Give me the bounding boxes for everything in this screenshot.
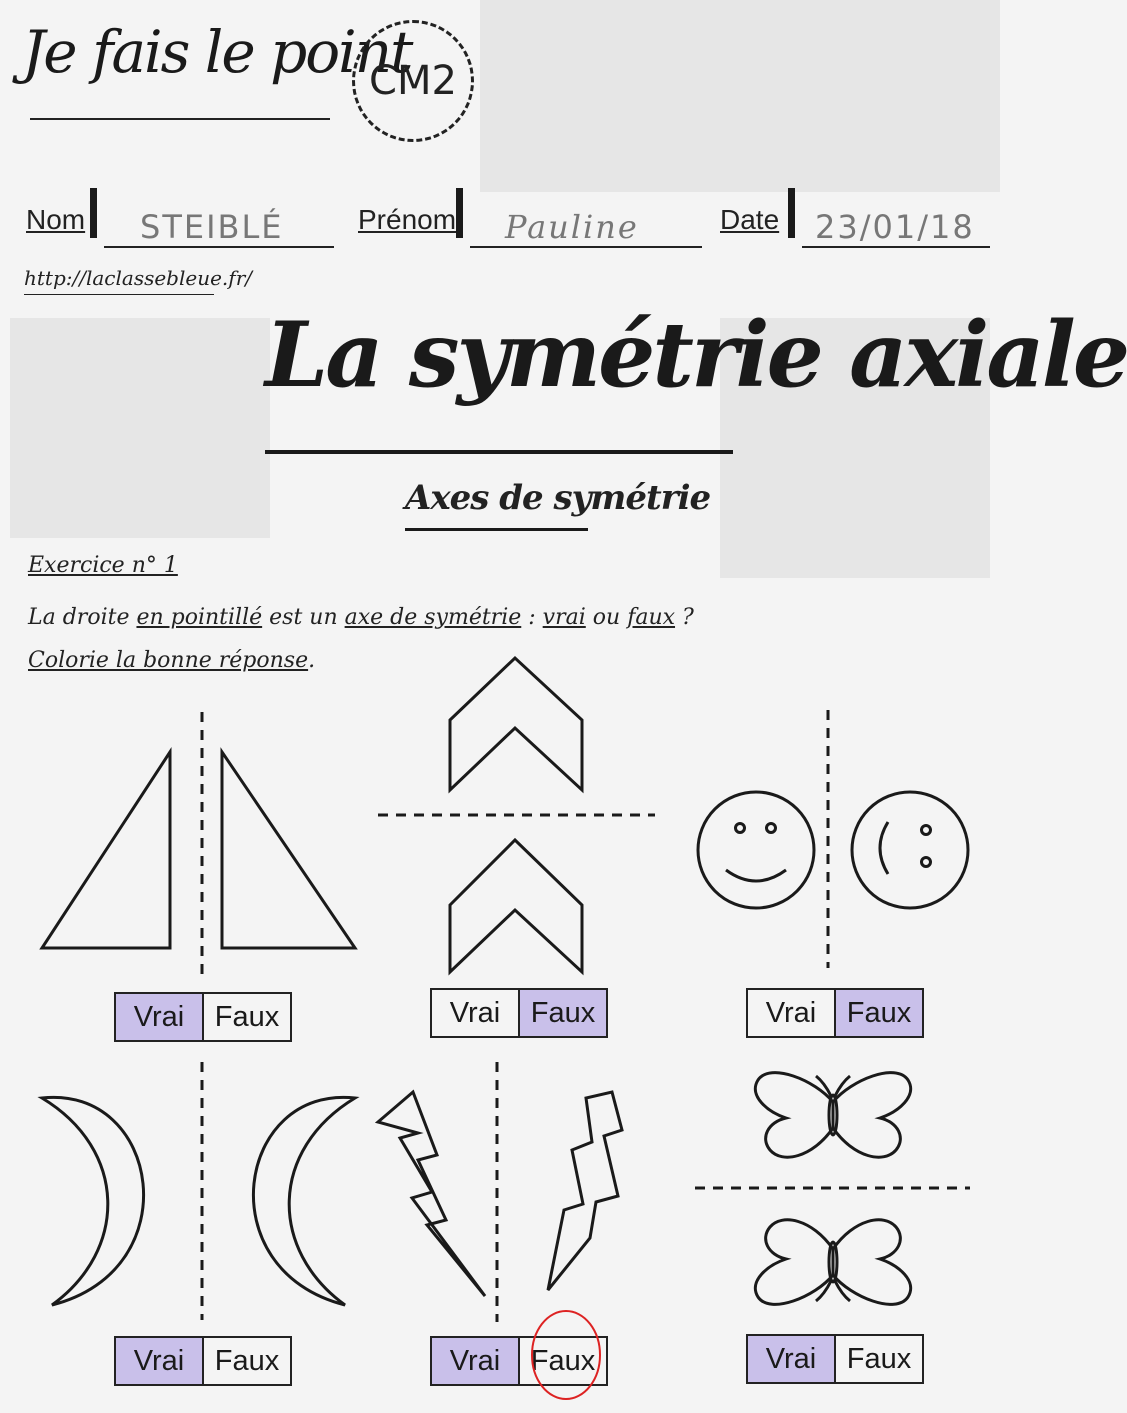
instr-part: est un — [262, 605, 345, 630]
instr-part: ou — [585, 605, 628, 630]
prenom-field[interactable]: Pauline — [505, 208, 639, 246]
smiley-left-eye — [767, 824, 776, 833]
answer-box-3 — [746, 988, 924, 1038]
bolt-left — [378, 1092, 485, 1296]
level-badge: CM2 — [352, 20, 474, 142]
smiley-right — [852, 792, 968, 908]
faux-option[interactable]: Faux — [518, 990, 606, 1036]
instr-part-vrai: vrai — [542, 605, 586, 630]
chevron-bottom — [450, 840, 582, 972]
instr-period: . — [308, 648, 316, 673]
date-label: Date — [720, 204, 780, 235]
crescent-right — [253, 1097, 355, 1305]
vrai-option[interactable]: Vrai — [748, 1336, 834, 1382]
instr-part: : — [521, 605, 543, 630]
prenom-label: Prénom — [358, 204, 457, 235]
chevron-top — [450, 658, 582, 790]
answer-box-5 — [430, 1336, 608, 1386]
smiley-left-eye — [736, 824, 745, 833]
instr-part-faux: faux — [627, 605, 676, 630]
worksheet-header-title: Je fais le point — [22, 18, 412, 86]
smiley-right-eye — [922, 826, 931, 835]
vrai-option[interactable]: Vrai — [432, 1338, 518, 1384]
butterfly-top — [755, 1073, 910, 1158]
website-url[interactable]: http://laclassebleue.fr/ — [24, 266, 252, 290]
answer-box-4 — [114, 1336, 292, 1386]
date-field[interactable]: 23/01/18 — [815, 208, 975, 246]
butterfly-bottom — [755, 1220, 910, 1305]
instr-part: La droite — [28, 605, 137, 630]
vrai-option[interactable]: Vrai — [116, 1338, 202, 1384]
vrai-option[interactable]: Vrai — [449, 996, 501, 1029]
triangle-left — [42, 752, 170, 948]
subtitle: Axes de symétrie — [405, 478, 711, 518]
nom-label: Nom — [26, 204, 86, 235]
smiley-left-mouth — [726, 870, 786, 881]
faux-option[interactable]: Faux — [834, 1336, 922, 1382]
main-title: La symétrie axiale — [265, 302, 1127, 408]
bolt-right — [548, 1092, 622, 1290]
vrai-option[interactable]: Vrai — [116, 994, 202, 1040]
nom-field[interactable]: STEIBLÉ — [140, 208, 284, 246]
faux-option[interactable]: Faux — [834, 990, 922, 1036]
faux-option[interactable]: Faux — [202, 994, 290, 1040]
triangle-right — [222, 752, 355, 948]
smiley-right-mouth — [880, 822, 888, 874]
instr-part: ? — [675, 605, 694, 630]
vrai-option[interactable]: Vrai — [765, 996, 817, 1029]
answer-box-2 — [430, 988, 608, 1038]
smiley-right-eye — [922, 858, 931, 867]
instr-part-axis: axe de symétrie — [344, 605, 522, 630]
crescent-left — [42, 1097, 144, 1305]
faux-option[interactable]: Faux — [202, 1338, 290, 1384]
instr-colorie: Colorie la bonne réponse — [28, 648, 309, 673]
answer-box-6 — [746, 1334, 924, 1384]
faux-option[interactable]: Faux — [518, 1338, 606, 1384]
answer-box-1 — [114, 992, 292, 1042]
smiley-left — [698, 792, 814, 908]
exercise-title: Exercice n° 1 — [28, 553, 178, 578]
instr-part-dotted: en pointillé — [136, 605, 263, 630]
